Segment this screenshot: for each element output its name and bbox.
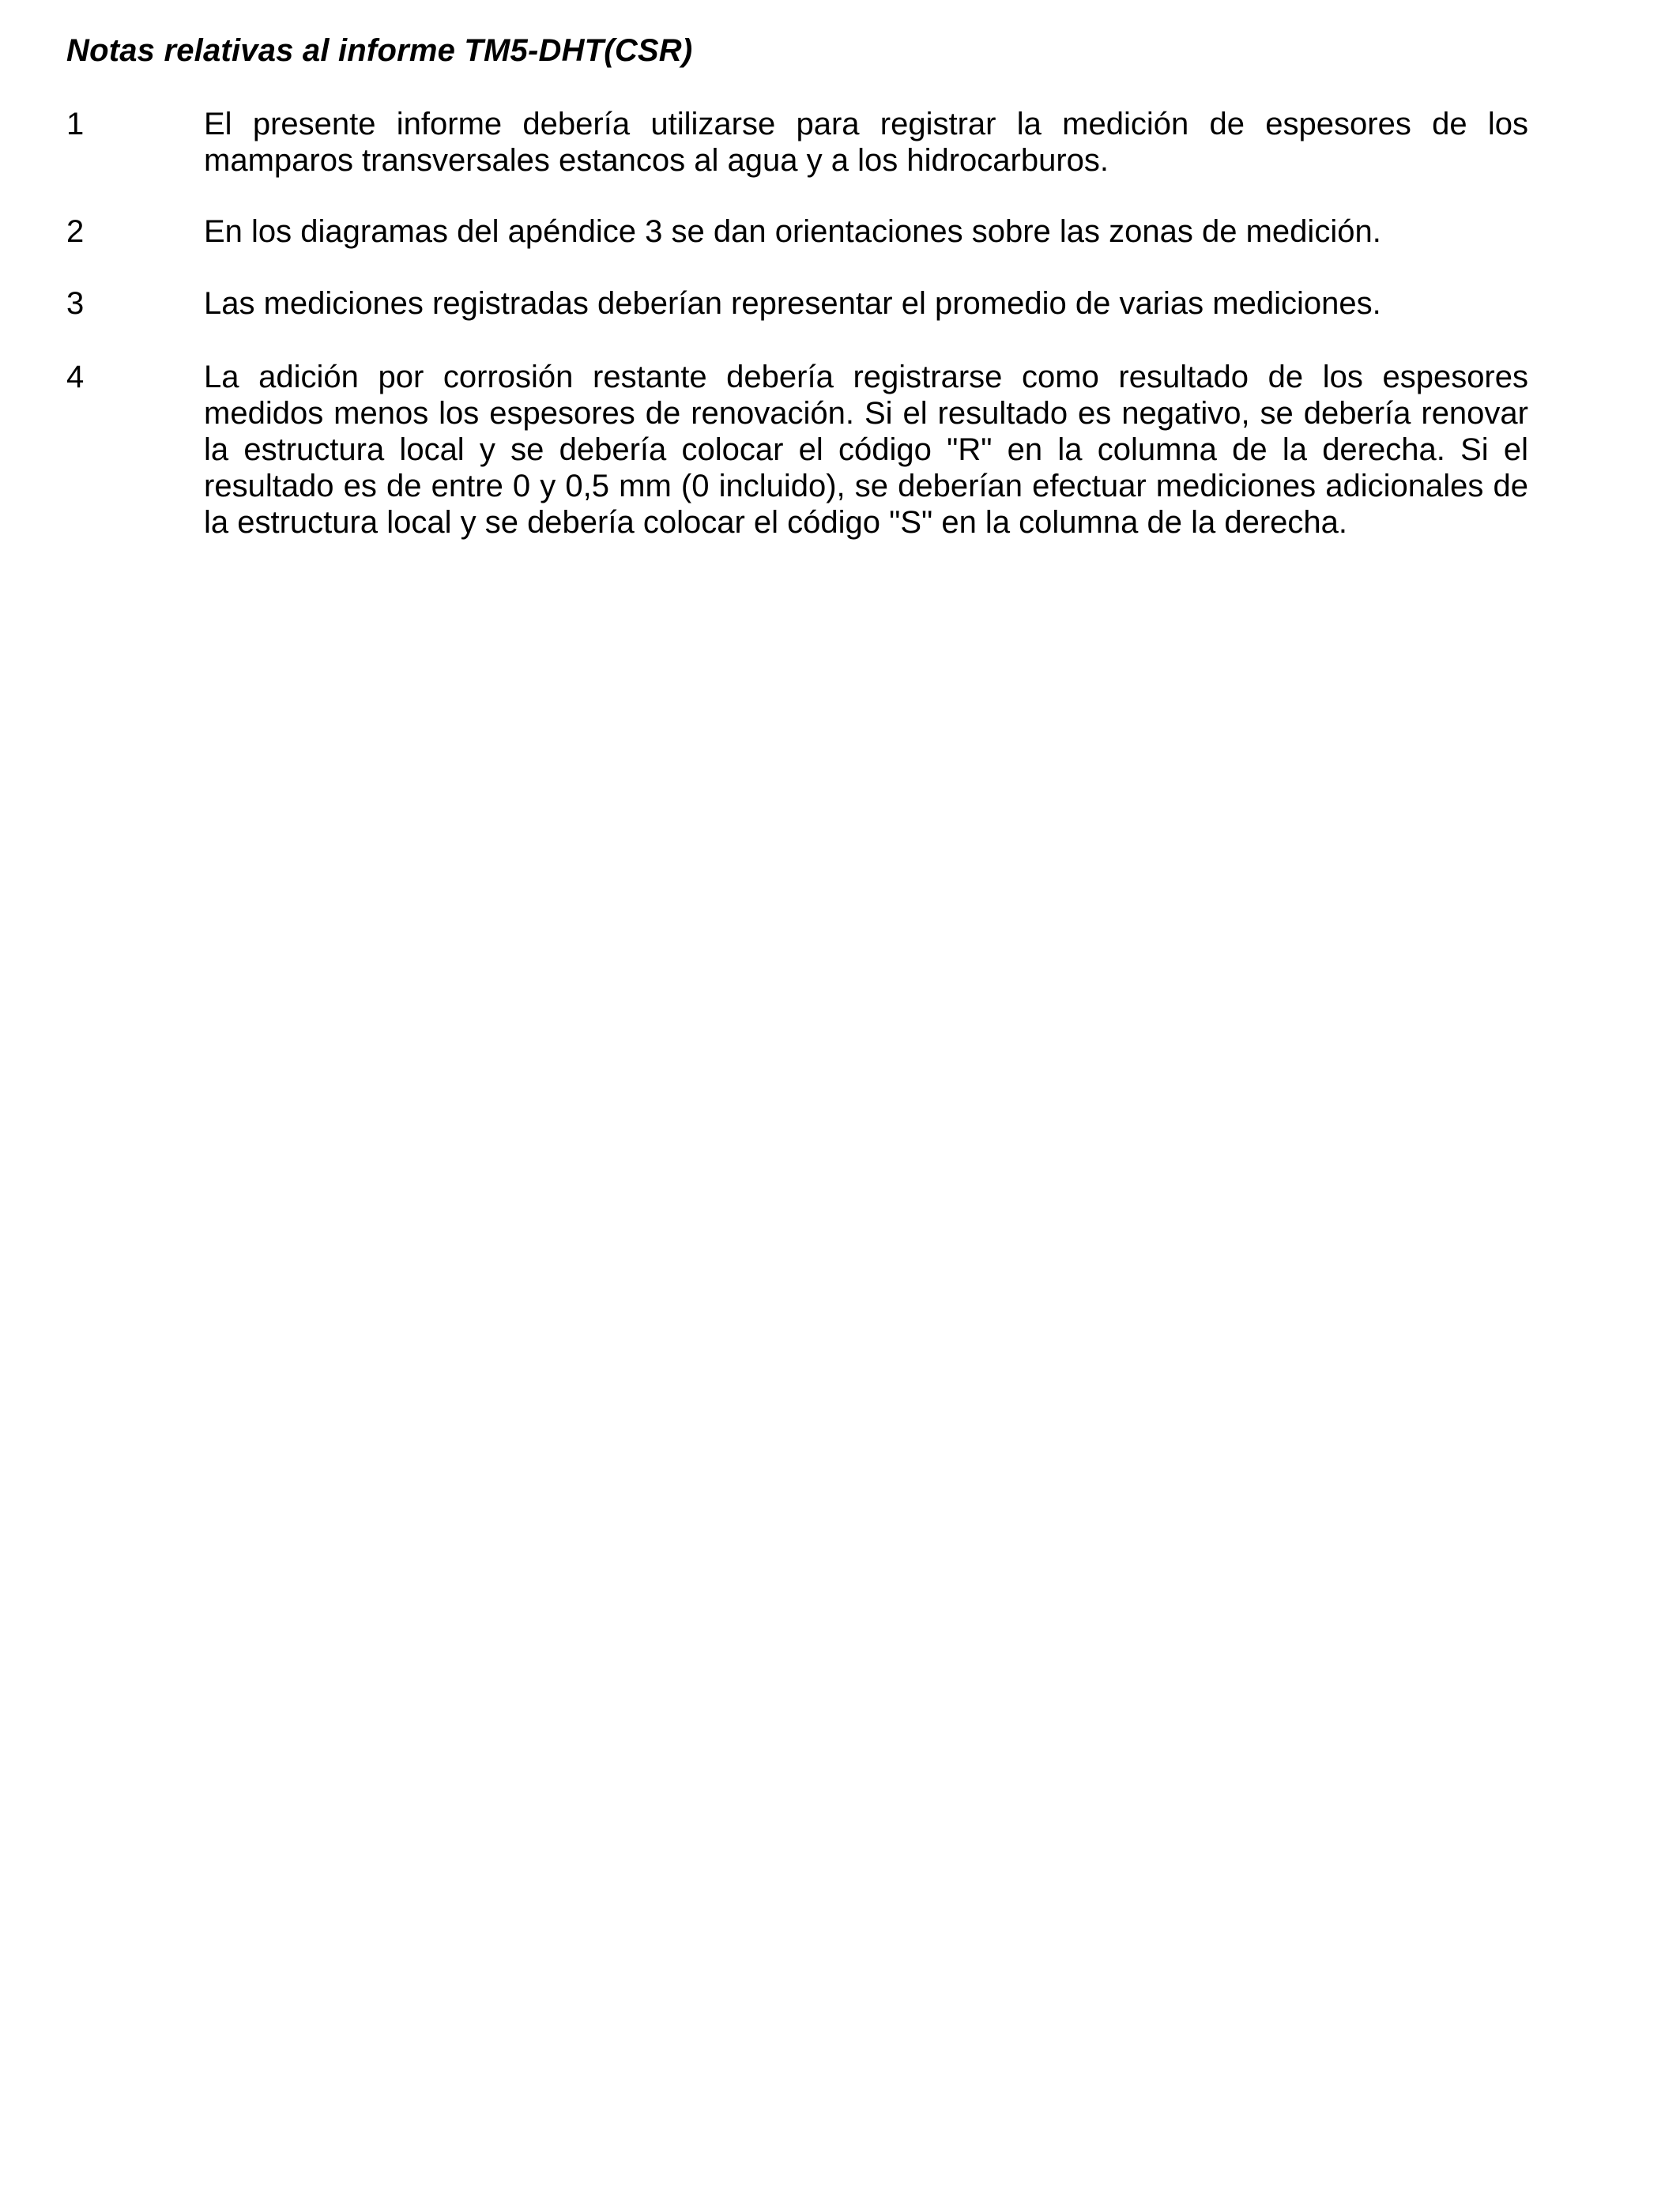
note-text: La adición por corrosión restante debería registrarse como resultado de los espesores medidos menos los espesores de renovación. Si el resultado es negativo, se debería renovar la estructura local y se debería colocar el código "R" en la columna de la derecha. Si el resultado es de entre 0 y 0,5 mm (0 incluido), se deberían efectuar mediciones adicionales de la estructura local y se debería colocar el código "S" en la columna de la derecha. xyxy=(204,360,1528,540)
document-title: Notas relativas al informe TM5-DHT(CSR) xyxy=(66,33,693,68)
note-number: 4 xyxy=(66,360,85,394)
note-text: Las mediciones registradas deberían representar el promedio de varias mediciones. xyxy=(204,286,1381,321)
note-text: El presente informe debería utilizarse para registrar la medición de espesores de los mamparos transversales estancos al agua y a los hidrocarburos. xyxy=(204,107,1528,178)
note-number: 1 xyxy=(66,107,85,141)
note-text: En los diagramas del apéndice 3 se dan orientaciones sobre las zonas de medición. xyxy=(204,214,1381,249)
note-number: 3 xyxy=(66,286,85,321)
note-number: 2 xyxy=(66,214,85,249)
